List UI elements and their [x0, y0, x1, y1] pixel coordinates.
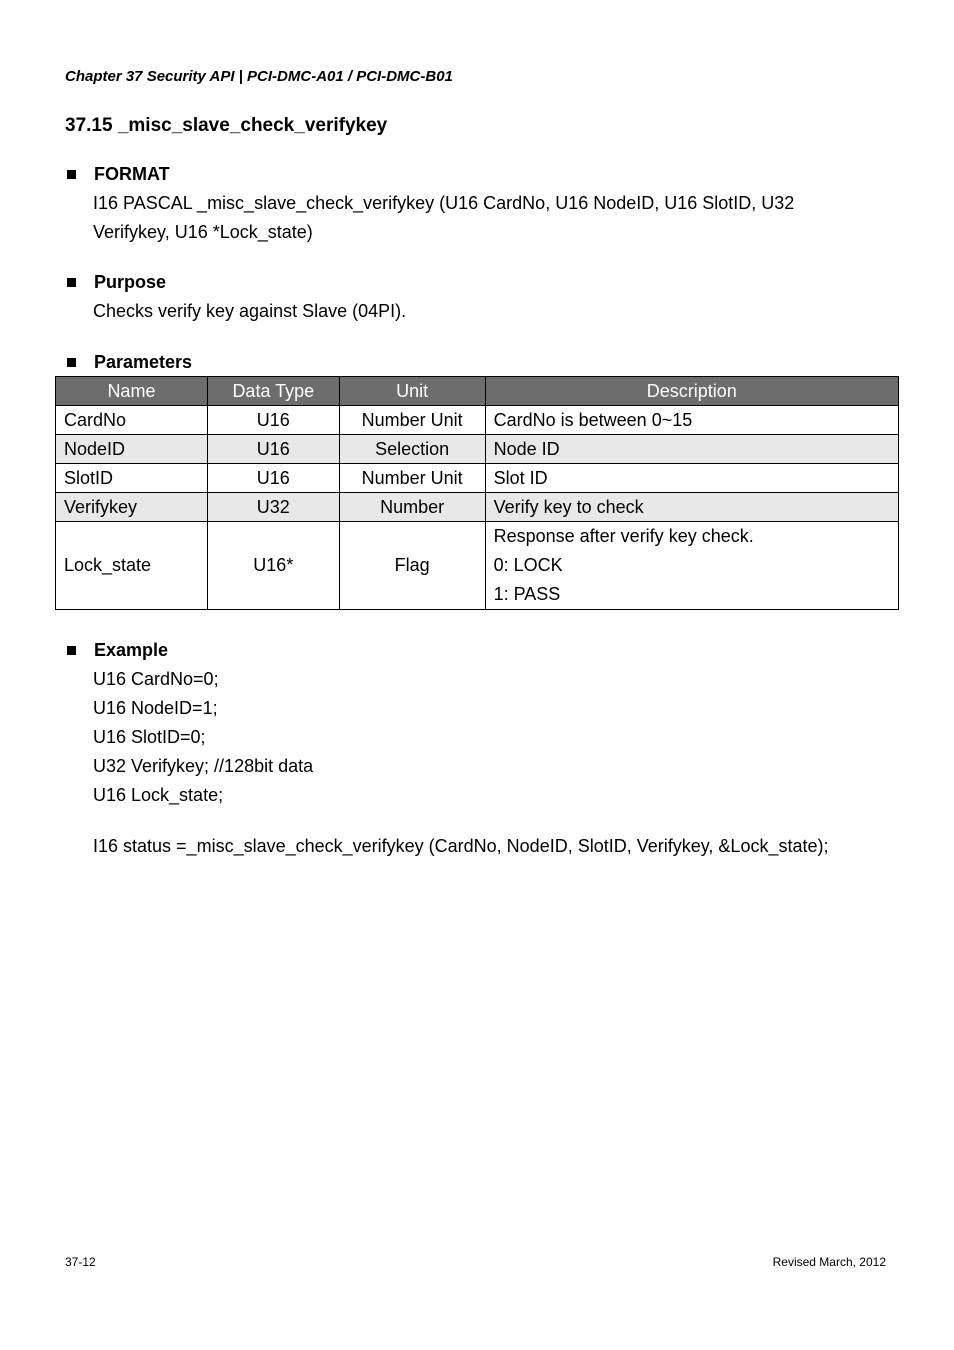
example-line: U32 Verifykey; //128bit data — [93, 756, 314, 776]
table-row — [56, 493, 899, 522]
example-line: U16 SlotID=0; — [93, 727, 206, 747]
example-section — [65, 639, 828, 861]
page-number: 37-12 — [65, 1255, 96, 1269]
purpose-text: Checks verify key against Slave (04PI). — [93, 301, 407, 321]
param-type: U16 — [207, 464, 339, 493]
param-name: SlotID — [56, 464, 208, 493]
param-description: Verify key to check — [485, 493, 898, 522]
table-row — [56, 522, 899, 610]
table-row — [56, 464, 899, 493]
section-title: 37.15 _misc_slave_check_verifykey — [65, 115, 388, 136]
parameters-section — [65, 351, 192, 373]
param-type: U32 — [207, 493, 339, 522]
parameters-table — [55, 376, 899, 610]
bullet-square-icon — [67, 646, 76, 655]
param-name: Verifykey — [56, 493, 208, 522]
param-unit: Number — [339, 493, 485, 522]
parameters-heading: Parameters — [94, 351, 193, 372]
format-line-1: I16 PASCAL _misc_slave_check_verifykey (U16 CardNo, U16 NodeID, U16 SlotID, U32 — [93, 193, 795, 213]
description-line: Response after verify key check. — [493, 526, 754, 546]
example-line: U16 NodeID=1; — [93, 698, 218, 718]
table-row — [56, 406, 899, 435]
revision-date: Revised March, 2012 — [772, 1255, 886, 1269]
bullet-square-icon — [67, 170, 76, 179]
param-description: CardNo is between 0~15 — [485, 406, 898, 435]
example-line: U16 CardNo=0; — [93, 669, 219, 689]
purpose-heading: Purpose — [94, 271, 167, 292]
column-header: Name — [56, 377, 208, 406]
param-name: NodeID — [56, 435, 208, 464]
column-header: Description — [485, 377, 898, 406]
table-header-row — [56, 377, 899, 406]
param-description: Slot ID — [485, 464, 898, 493]
param-type: U16* — [207, 522, 339, 610]
param-type: U16 — [207, 406, 339, 435]
param-description: Node ID — [485, 435, 898, 464]
param-unit: Number Unit — [339, 406, 485, 435]
param-unit: Flag — [339, 522, 485, 610]
purpose-section — [65, 271, 406, 326]
example-line: U16 Lock_state; — [93, 785, 224, 805]
param-description — [485, 522, 898, 610]
format-heading: FORMAT — [94, 163, 170, 184]
description-line: 0: LOCK — [493, 555, 563, 575]
column-header: Unit — [339, 377, 485, 406]
format-line-2: Verifykey, U16 *Lock_state) — [93, 221, 313, 242]
param-unit: Number Unit — [339, 464, 485, 493]
column-header: Data Type — [207, 377, 339, 406]
example-call: I16 status =_misc_slave_check_verifykey (CardNo, NodeID, SlotID, Verifykey, &Lock_state); — [93, 836, 829, 856]
bullet-square-icon — [67, 358, 76, 367]
description-line: 1: PASS — [493, 584, 561, 604]
table-row — [56, 435, 899, 464]
param-name: Lock_state — [56, 522, 208, 610]
param-name: CardNo — [56, 406, 208, 435]
example-heading: Example — [94, 639, 169, 660]
format-section — [65, 163, 794, 246]
param-type: U16 — [207, 435, 339, 464]
chapter-header: Chapter 37 Security API | PCI-DMC-A01 / PCI-DMC-B01 — [65, 68, 453, 85]
bullet-square-icon — [67, 278, 76, 287]
param-unit: Selection — [339, 435, 485, 464]
